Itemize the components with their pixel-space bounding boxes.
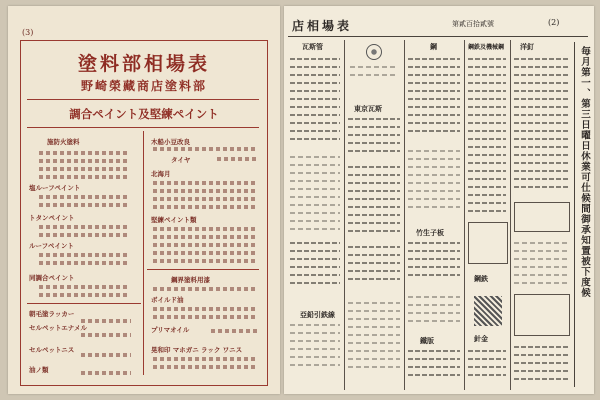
table-rows (348, 342, 400, 344)
table-rows (408, 58, 460, 60)
table-rows (348, 198, 400, 200)
column-divider (344, 40, 345, 390)
price-rows (39, 261, 129, 265)
price-rows (153, 251, 257, 255)
table-rows (290, 164, 340, 166)
table-rows (348, 142, 400, 144)
right-page-number: (2) (548, 18, 560, 27)
category-label: 北海月 (151, 170, 171, 178)
table-rows (290, 172, 340, 174)
table-rows (408, 374, 460, 376)
summary-box (514, 202, 570, 232)
table-rows (290, 82, 340, 84)
table-rows (348, 358, 400, 360)
price-rows (153, 189, 257, 193)
table-rows (290, 138, 340, 140)
table-rows (468, 130, 506, 132)
table-rows (514, 354, 568, 356)
table-rows (468, 350, 506, 352)
table-rows (408, 174, 460, 176)
table-rows (514, 82, 568, 84)
table-header: 鋼 (430, 42, 437, 51)
price-rows (39, 175, 129, 179)
table-rows (290, 90, 340, 92)
table-rows (348, 206, 400, 208)
column-divider (510, 40, 511, 390)
issue-number: 第貳百拾貳號 (452, 20, 494, 28)
table-rows (468, 122, 506, 124)
price-rows (153, 147, 257, 151)
table-rows (290, 220, 340, 222)
price-rows (81, 333, 131, 337)
table-rows (468, 106, 506, 108)
table-rows (514, 362, 568, 364)
price-rows (153, 357, 257, 361)
table-rows (408, 242, 460, 244)
category-label: トタンペイント (29, 214, 75, 222)
page-subtitle: 野崎榮藏商店塗料部 (80, 79, 207, 93)
price-rows (39, 293, 129, 297)
table-rows (348, 126, 400, 128)
table-rows (290, 258, 340, 260)
category-label: 同調合ペイント (29, 274, 75, 282)
category-label: 木船小豆改良 (151, 138, 190, 146)
category-label: 施防火塗料 (47, 138, 80, 146)
price-rows (39, 195, 129, 199)
table-rows (290, 196, 340, 198)
table-rows (408, 98, 460, 100)
price-rows (81, 371, 131, 375)
table-rows (514, 346, 568, 348)
table-header: 鐵版 (420, 336, 434, 345)
table-rows (348, 318, 400, 320)
table-rows (408, 182, 460, 184)
table-header: 竹生子板 (416, 228, 444, 237)
price-rows (39, 285, 129, 289)
price-rows (153, 205, 257, 209)
table-rows (408, 320, 460, 322)
table-rows (348, 366, 400, 368)
table-rows (408, 198, 460, 200)
table-rows (290, 114, 340, 116)
table-rows (468, 162, 506, 164)
page-title: 塗料部相場表 (77, 53, 210, 75)
table-rows (348, 190, 400, 192)
category-label: 朝毛塗ラッカー (29, 310, 75, 318)
table-rows (514, 258, 568, 260)
table-rows (290, 98, 340, 100)
table-rows (290, 58, 340, 60)
table-rows (290, 74, 340, 76)
section-title: 調合ペイント及堅練ペイント (69, 107, 219, 121)
price-rows (153, 197, 257, 201)
table-rows (514, 66, 568, 68)
table-rows (408, 122, 460, 124)
table-rows (514, 154, 568, 156)
table-rows (468, 170, 506, 172)
table-header: 瓦斯管 (302, 42, 323, 51)
table-rows (290, 180, 340, 182)
table-rows (408, 304, 460, 306)
divider (27, 303, 141, 304)
price-rows (39, 151, 129, 155)
table-rows (348, 118, 400, 120)
price-rows (81, 319, 131, 323)
table-rows (408, 358, 460, 360)
table-rows (514, 370, 568, 372)
price-rows (153, 287, 257, 291)
table-rows (514, 378, 568, 380)
table-rows (514, 74, 568, 76)
table-rows (290, 188, 340, 190)
table-rows (348, 270, 400, 272)
table-rows (468, 186, 506, 188)
table-rows (348, 254, 400, 256)
table-rows (514, 58, 568, 60)
table-rows (290, 266, 340, 268)
table-rows (408, 296, 460, 298)
table-rows (514, 186, 568, 188)
category-label: 油ノ類 (29, 366, 49, 374)
table-rows (408, 158, 460, 160)
table-rows (348, 214, 400, 216)
table-rows (514, 274, 568, 276)
table-rows (408, 366, 460, 368)
table-rows (290, 106, 340, 108)
table-rows (468, 202, 506, 204)
category-label: セルペットエナメル (29, 324, 87, 332)
table-rows (348, 222, 400, 224)
summary-box (514, 294, 570, 336)
table-rows (514, 122, 568, 124)
table-rows (514, 250, 568, 252)
right-page (284, 6, 594, 394)
table-rows (514, 170, 568, 172)
table-rows (408, 74, 460, 76)
table-rows (348, 134, 400, 136)
table-rows (408, 150, 460, 152)
category-label: プリマオイル (151, 326, 190, 334)
table-rows (514, 178, 568, 180)
company-seal-icon (366, 44, 382, 60)
table-rows (514, 266, 568, 268)
table-rows (290, 348, 340, 350)
table-rows (290, 204, 340, 206)
table-rows (514, 282, 568, 284)
table-header: 洋釘 (520, 42, 534, 51)
table-rows (408, 258, 460, 260)
table-rows (348, 278, 400, 280)
table-header: 針金 (474, 334, 488, 343)
price-rows (153, 315, 257, 319)
divider (147, 269, 259, 270)
table-rows (468, 138, 506, 140)
table-rows (468, 358, 506, 360)
table-rows (514, 146, 568, 148)
price-rows (153, 235, 257, 239)
table-rows (348, 166, 400, 168)
price-rows (39, 167, 129, 171)
table-rows (408, 130, 460, 132)
price-rows (153, 227, 257, 231)
price-rows (39, 253, 129, 257)
table-rows (514, 130, 568, 132)
notice-text (350, 74, 398, 76)
closing-notice (574, 42, 591, 387)
column-divider (464, 40, 465, 390)
table-rows (348, 326, 400, 328)
table-rows (348, 262, 400, 264)
table-rows (290, 122, 340, 124)
table-header: 東京瓦斯 (354, 104, 382, 113)
column-divider (143, 131, 144, 375)
table-rows (348, 150, 400, 152)
price-rows (39, 159, 129, 163)
table-rows (348, 302, 400, 304)
table-rows (408, 66, 460, 68)
table-rows (408, 206, 460, 208)
table-header: 鋼鉄 (474, 274, 488, 283)
table-rows (290, 212, 340, 214)
notice-text: 毎月第一、第三日曜日休業可仕候間御承知置被下度候 (579, 46, 590, 298)
table-rows (468, 66, 506, 68)
table-rows (290, 274, 340, 276)
divider (288, 36, 588, 37)
table-rows (290, 282, 340, 284)
left-page (8, 6, 280, 394)
table-rows (348, 174, 400, 176)
table-rows (468, 374, 506, 376)
category-label: 鋼界塗料用漆 (171, 276, 210, 284)
right-page-title: 店相場表 (292, 19, 353, 33)
category-label: ルーフペイント (29, 242, 74, 250)
table-rows (468, 90, 506, 92)
category-label: 塩ルーフペイント (29, 184, 81, 192)
price-rows (39, 233, 129, 237)
table-rows (408, 250, 460, 252)
price-rows (153, 365, 257, 369)
table-rows (348, 230, 400, 232)
table-rows (514, 162, 568, 164)
column-divider (404, 40, 405, 390)
price-rows (39, 225, 129, 229)
table-rows (514, 98, 568, 100)
table-rows (468, 98, 506, 100)
table-rows (348, 246, 400, 248)
table-rows (408, 312, 460, 314)
table-rows (514, 106, 568, 108)
price-rows (39, 203, 129, 207)
table-rows (290, 324, 340, 326)
table-header: 亞鉛引鉄線 (300, 310, 335, 319)
table-rows (468, 210, 506, 212)
table-rows (290, 340, 340, 342)
table-rows (514, 242, 568, 244)
summary-box (468, 222, 508, 264)
table-rows (290, 156, 340, 158)
table-rows (348, 350, 400, 352)
price-rows (153, 259, 257, 263)
table-rows (290, 250, 340, 252)
table-rows (290, 130, 340, 132)
table-rows (408, 350, 460, 352)
table-rows (290, 242, 340, 244)
table-rows (408, 266, 460, 268)
table-header: 鋼鉄及機械鋼 (468, 44, 505, 51)
price-rows (217, 157, 257, 161)
price-rows (211, 329, 257, 333)
category-label: 堅練ペイント類 (151, 216, 197, 224)
table-rows (408, 90, 460, 92)
category-label: セルペットニス (29, 346, 75, 354)
divider (27, 99, 259, 100)
divider (27, 127, 259, 128)
table-rows (290, 356, 340, 358)
table-rows (408, 106, 460, 108)
table-rows (468, 194, 506, 196)
table-rows (348, 334, 400, 336)
table-rows (468, 82, 506, 84)
table-rows (408, 82, 460, 84)
price-frame (20, 40, 268, 386)
table-rows (468, 154, 506, 156)
table-rows (514, 114, 568, 116)
table-rows (514, 90, 568, 92)
category-label: 晃和印 マホガニ ラック ワニス (151, 346, 243, 354)
shaded-block (474, 296, 502, 326)
table-rows (408, 190, 460, 192)
notice-text (350, 66, 398, 68)
table-rows (290, 364, 340, 366)
table-rows (290, 332, 340, 334)
price-rows (153, 181, 257, 185)
table-rows (468, 114, 506, 116)
left-page-number: (3) (22, 28, 34, 37)
price-rows (153, 243, 257, 247)
table-rows (408, 274, 460, 276)
price-rows (153, 307, 257, 311)
table-rows (408, 114, 460, 116)
category-label: ボイルド油 (151, 296, 184, 304)
table-rows (468, 366, 506, 368)
table-rows (348, 182, 400, 184)
table-rows (290, 228, 340, 230)
table-rows (514, 138, 568, 140)
table-rows (290, 66, 340, 68)
table-rows (408, 166, 460, 168)
table-rows (468, 178, 506, 180)
table-rows (468, 58, 506, 60)
category-label: タイヤ (171, 156, 191, 164)
table-rows (468, 74, 506, 76)
table-rows (468, 146, 506, 148)
table-rows (348, 310, 400, 312)
price-rows (81, 353, 131, 357)
